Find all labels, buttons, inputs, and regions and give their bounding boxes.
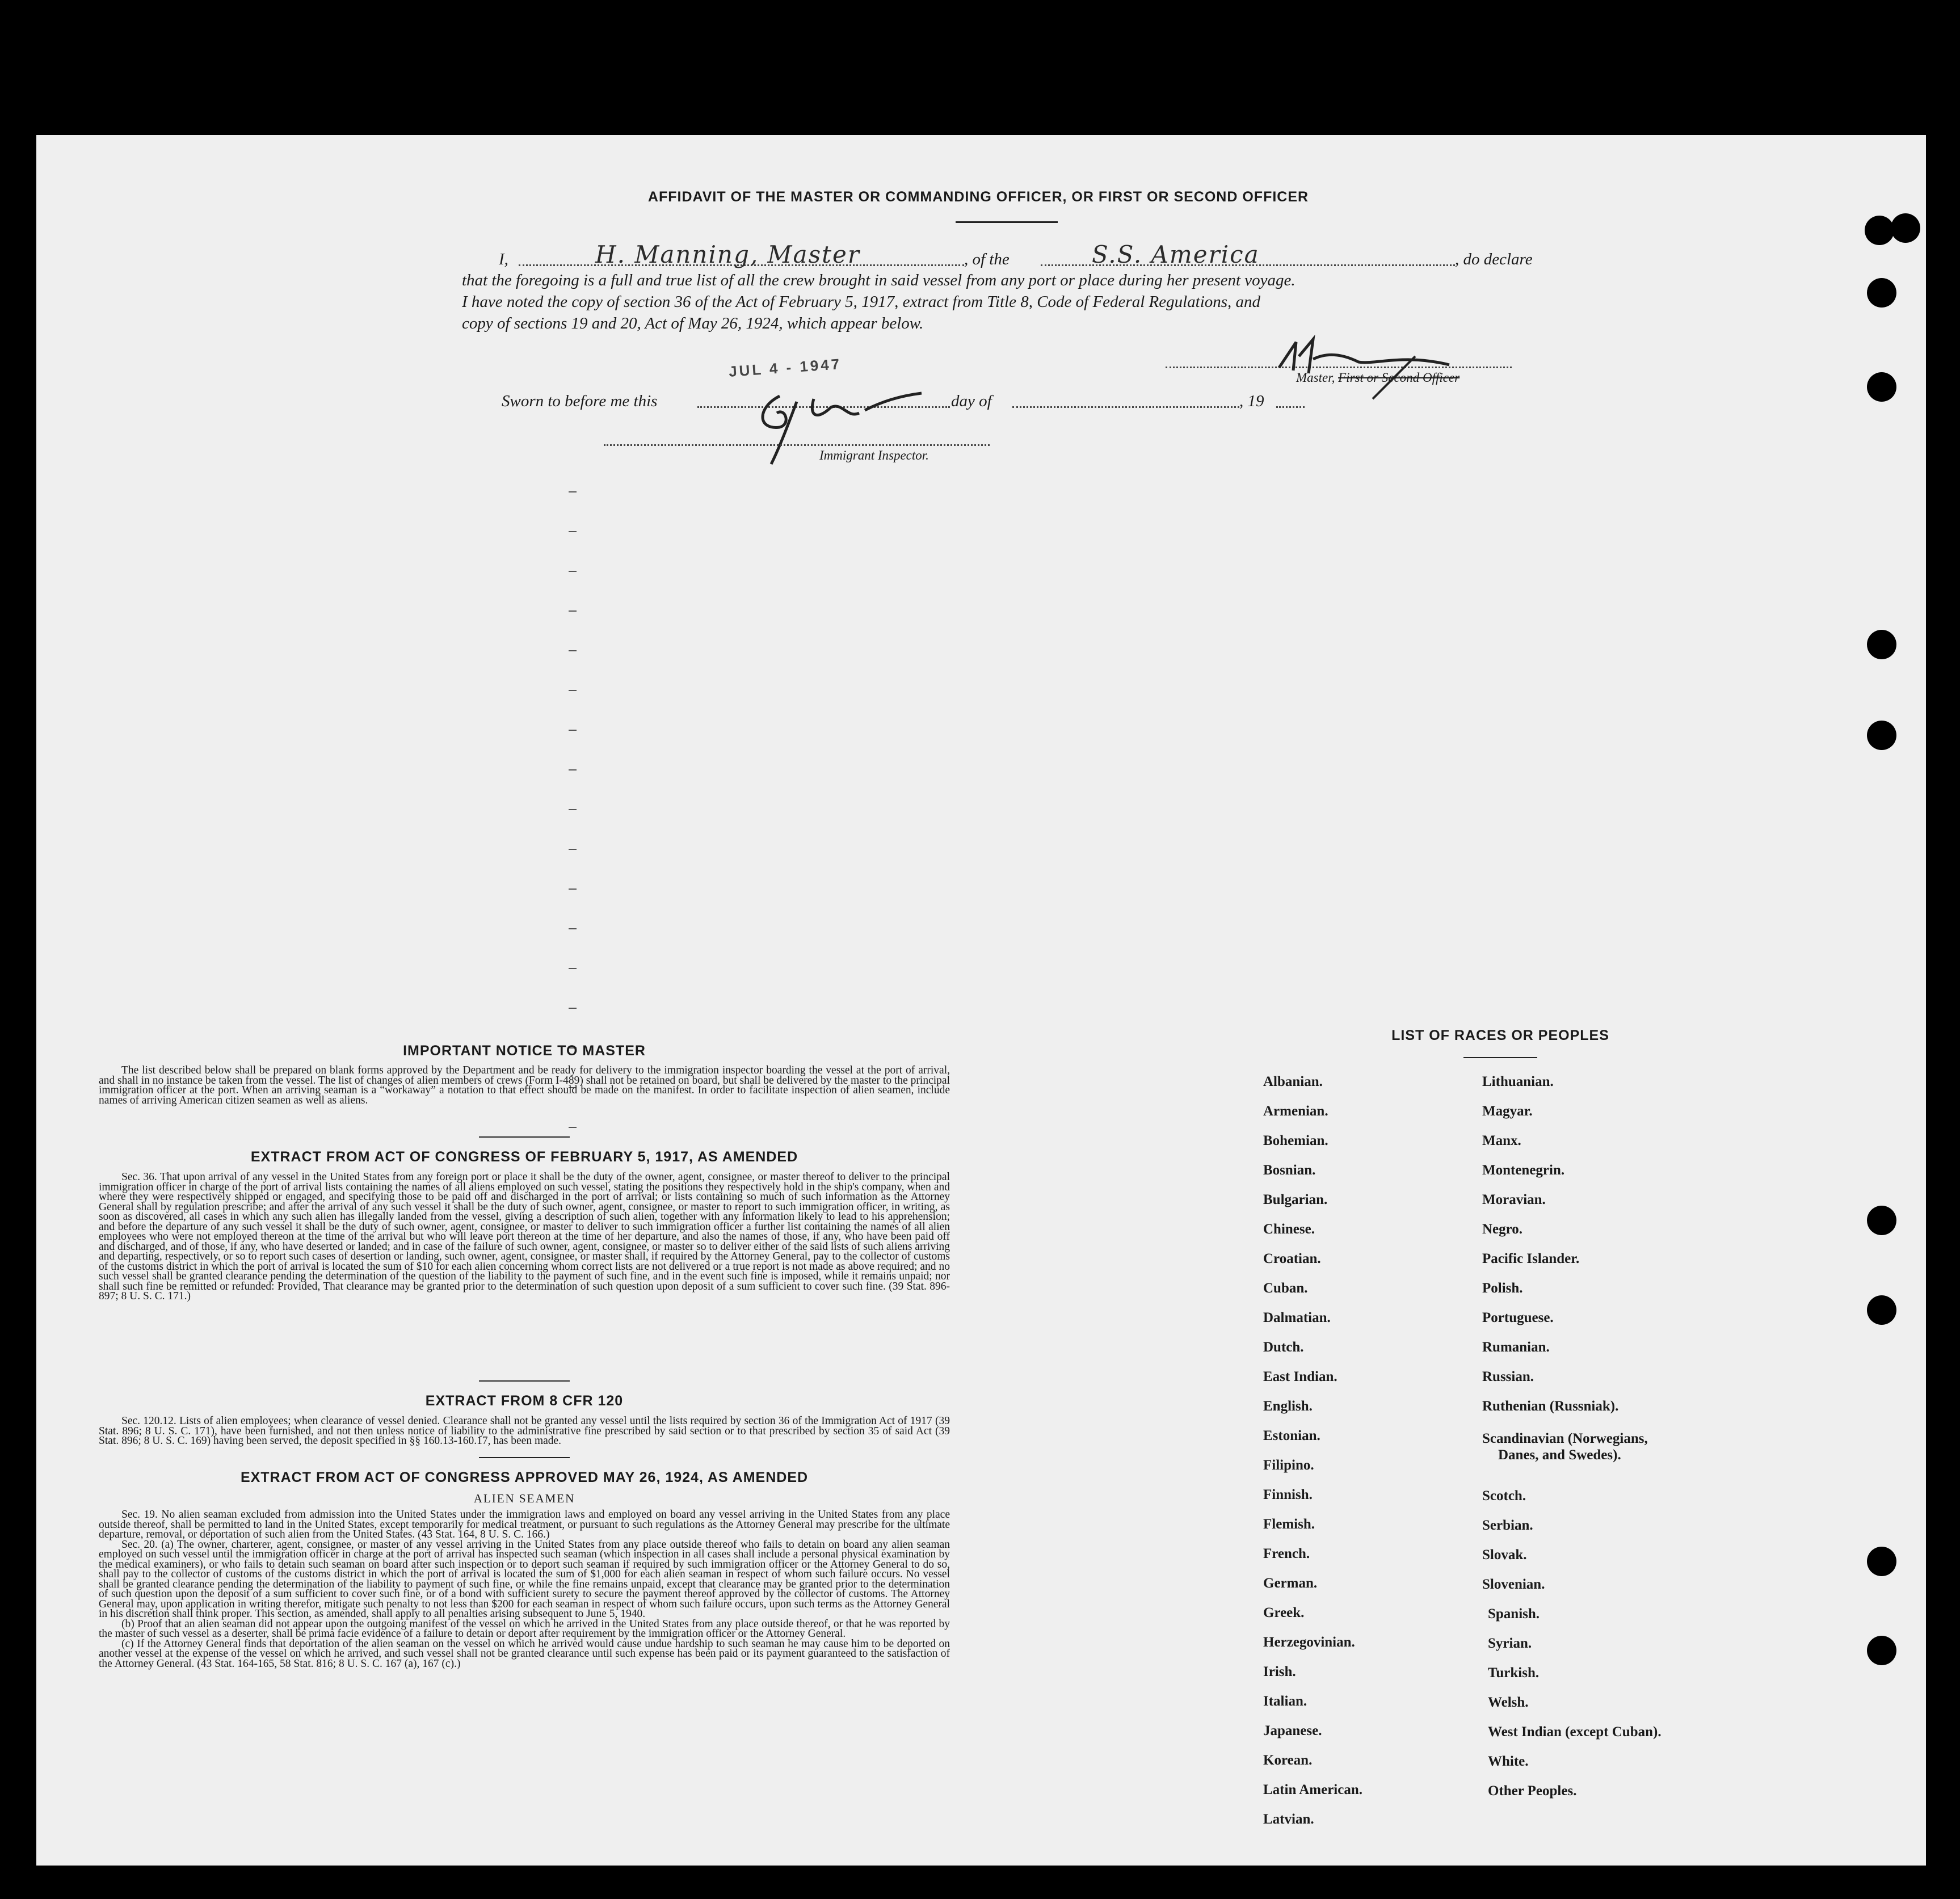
race-item: Negro. bbox=[1482, 1222, 1523, 1237]
punch-hole bbox=[1867, 372, 1896, 402]
race-item: West Indian (except Cuban). bbox=[1488, 1724, 1662, 1740]
race-item: Chinese. bbox=[1263, 1222, 1315, 1237]
race-item: Scandinavian (Norwegians, bbox=[1482, 1431, 1648, 1446]
margin-tick bbox=[569, 730, 577, 731]
margin-tick bbox=[569, 690, 577, 691]
race-item: Slovak. bbox=[1482, 1547, 1527, 1563]
race-item: Bulgarian. bbox=[1263, 1192, 1328, 1207]
race-item: Turkish. bbox=[1488, 1665, 1540, 1681]
margin-tick bbox=[569, 1008, 577, 1009]
race-item: Rumanian. bbox=[1482, 1340, 1550, 1355]
margin-tick bbox=[569, 809, 577, 810]
inspector-caption: Immigrant Inspector. bbox=[819, 448, 929, 462]
extract-1917-title: EXTRACT FROM ACT OF CONGRESS OF FEBRUARY 5, 1917, AS AMENDED bbox=[250, 1149, 798, 1165]
margin-tick bbox=[569, 1127, 577, 1128]
punch-hole bbox=[1867, 721, 1896, 750]
notice-body bbox=[99, 1066, 950, 1105]
margin-tick bbox=[569, 928, 577, 929]
race-item: Bosnian. bbox=[1263, 1163, 1316, 1178]
master-caption-text: Master, bbox=[1296, 370, 1335, 385]
extract-1924-sec19: Sec. 19. No alien seaman excluded from admission into the United States under the immigration laws and employed on board any vessel arriving in the United States from any place outside thereof, shall be permitted to land in the United States, except temporarily for medical treatment, or pursuant to such regulations as the Attorney General may prescribe for the ultimate departure, removal, or deportation of such alien from the United States. (43 Stat. 164, 8 U. S. C. 166.) bbox=[99, 1509, 950, 1540]
race-item: Other Peoples. bbox=[1488, 1783, 1577, 1799]
punch-hole bbox=[1867, 630, 1896, 659]
punch-hole bbox=[1867, 278, 1896, 308]
extract-1917-paragraph: Sec. 36. That upon arrival of any vessel in the United States from any foreign port or place it shall be the duty of the owner, agent, consignee, or master thereof to deliver to the principal immigration officer in charge of the port of arrival lists containing the names of all aliens employed on such vessel, stating the positions they respectively hold in the ship's company, when and where they were respectively shipped or engaged, and specifying those to be paid off and discharged in the port of arrival; or lists containing so much of such information as the Attorney General shall by regulation prescribe; and after the arrival of any such vessel it shall be the duty of such owner, agent, consignee, or master to report to such immigration officer, in writing, as soon as discovered, all cases in which any such alien has illegally landed from the vessel, giving a description of such alien, together with any information likely to lead to his apprehension; and before the departure of any such vessel it shall be the duty of such owner, agent, consignee, or master to deliver to such immigration officer a further list containing the names of all alien employees who were not employed thereon at the time of the arrival but who will leave port thereon at the time of her departure, and also the names of those, if any, who have been paid off and discharged, and of those, if any, who have deserted or landed; and in case of the failure of such owner, agent, consignee, or master so to deliver either of the said lists of such aliens arriving and departing, respectively, or so to report such cases of desertion or landing, such owner, agent, consignee, or master shall, if required by the Attorney General, pay to the collector of customs of the customs district in which the port of arrival is located the sum of $10 for each alien concerning whom correct lists are not delivered or a true report is not made as above required; and no such vessel shall be granted clearance pending the determination of the question of the liability to the payment of such fine, and in the event such fine is imposed, while it remains unpaid; nor shall such fine be remitted or refunded: Provided, That clearance may be granted prior to the determination of such question upon deposit of a sum sufficient to cover such fine. (39 Stat. 896-897; 8 U. S. C. 171.) bbox=[99, 1171, 950, 1302]
title-divider bbox=[956, 221, 1058, 223]
punch-hole bbox=[1867, 1636, 1896, 1665]
race-item: Cuban. bbox=[1263, 1281, 1308, 1296]
race-item: Syrian. bbox=[1488, 1636, 1532, 1651]
affidavit-i-label: I, bbox=[499, 250, 508, 268]
extract-cfr-paragraph: Sec. 120.12. Lists of alien employees; when clearance of vessel denied. Clearance shall not be granted any vessel until the lists required by section 36 of the Immigration Act of 1917 (39 Stat. 896; 8 U. S. C. 171), have been furnished, and not then unless notice of liability to the administrative fine prescribed by said section or to that prescribed by section 35 of said Act (39 Stat. 896; 8 U. S. C. 169) having been served, the deposit specified in §§ 160.13-160.17, has been made. bbox=[99, 1415, 950, 1447]
race-item: Irish. bbox=[1263, 1664, 1296, 1679]
races-title: LIST OF RACES OR PEOPLES bbox=[1391, 1028, 1609, 1043]
year-label: , 19 bbox=[1239, 392, 1264, 410]
race-item: Albanian. bbox=[1263, 1074, 1323, 1089]
extract-1924-title: EXTRACT FROM ACT OF CONGRESS APPROVED MAY 26, 1924, AS AMENDED bbox=[240, 1469, 809, 1485]
race-item: French. bbox=[1263, 1546, 1310, 1561]
extract-1924-body bbox=[99, 1510, 950, 1669]
race-item: English. bbox=[1263, 1399, 1313, 1414]
race-item: Moravian. bbox=[1482, 1192, 1546, 1207]
extract-cfr-title: EXTRACT FROM 8 CFR 120 bbox=[425, 1393, 624, 1409]
master-caption-struck: First or Second Officer bbox=[1338, 370, 1460, 385]
sworn-month-line bbox=[1012, 406, 1239, 408]
notice-title: IMPORTANT NOTICE TO MASTER bbox=[403, 1043, 646, 1059]
margin-tick bbox=[569, 491, 577, 492]
extract-1917-body bbox=[99, 1172, 950, 1302]
margin-tick bbox=[569, 849, 577, 850]
race-item: Serbian. bbox=[1482, 1518, 1533, 1533]
race-item: Portuguese. bbox=[1482, 1310, 1554, 1325]
race-item: Manx. bbox=[1482, 1133, 1521, 1148]
race-item: Danes, and Swedes). bbox=[1498, 1447, 1621, 1463]
extract-1924-sec20a: Sec. 20. (a) The owner, charterer, agent, consignee, or master of any vessel arriving in the United States from any place outside thereof who fails to detain on board any alien seaman employed on such vessel until the immigration officer in charge at the port of arrival has inspected such seaman (which inspection in all cases shall include a personal physical examination by the medical examiners), or who fails to detain such seaman on board after such inspection or to deport such seaman if required by such immigration officer or the Attorney General to do so, shall pay to the collector of customs of the customs district in which the port of arrival is located the sum of $1,000 for each alien seaman in respect of whom such failure occurs. No vessel shall be granted clearance pending the determination of the liability to payment of such fine, or while the fine remains unpaid, except that clearance may be granted prior to the determination of such question upon the deposit of a sum sufficient to cover such fine, or of a bond with sufficient surety to secure the payment thereof approved by the collector of customs. The Attorney General may, upon application in writing therefor, mitigate such penalty to not less than $200 for each seaman in respect of whom such failure occurs, upon such terms as the Attorney General in his discretion shall think proper. This section, as amended, shall apply to all penalties arising subsequent to June 5, 1940. bbox=[99, 1538, 950, 1620]
extract-1917-divider bbox=[479, 1380, 570, 1382]
race-item: Croatian. bbox=[1263, 1251, 1321, 1266]
race-item: Finnish. bbox=[1263, 1487, 1313, 1502]
notice-divider bbox=[479, 1136, 570, 1138]
notice-paragraph: The list described below shall be prepared on blank forms approved by the Department and be ready for delivery to the immigration inspector boarding the vessel at the port of arrival, and shall in no instance be taken from the vessel. The list of changes of alien members of crews (Form I-489) shall not be retained on board, but shall be delivered by the master to the principal immigration officer at the port. When an arriving seaman is a “workaway” a notation to that effect should be made on the manifest. In order to facilitate inspection of alien seamen, include names of arriving American citizen seamen as well as aliens. bbox=[99, 1064, 950, 1106]
race-item: Armenian. bbox=[1263, 1104, 1328, 1119]
punch-hole bbox=[1867, 1547, 1896, 1576]
master-name-handwritten: H. Manning, Master bbox=[595, 241, 860, 268]
sworn-year-line bbox=[1276, 406, 1305, 408]
sworn-label: Sworn to before me this bbox=[502, 392, 658, 410]
extract-cfr-divider bbox=[479, 1457, 570, 1458]
race-item: East Indian. bbox=[1263, 1369, 1337, 1384]
margin-tick bbox=[569, 889, 577, 890]
day-of-label: day of bbox=[951, 392, 992, 410]
extract-cfr-body bbox=[99, 1416, 950, 1446]
margin-tick bbox=[569, 531, 577, 532]
race-item: Bohemian. bbox=[1263, 1133, 1328, 1148]
margin-tick bbox=[569, 650, 577, 651]
do-declare-label: , do declare bbox=[1455, 250, 1533, 268]
race-item: Latvian. bbox=[1263, 1812, 1314, 1827]
margin-tick bbox=[569, 571, 577, 572]
form-page bbox=[36, 135, 1926, 1866]
race-item: Scotch. bbox=[1482, 1488, 1526, 1504]
race-item: Latin American. bbox=[1263, 1782, 1362, 1797]
race-item: Italian. bbox=[1263, 1694, 1307, 1709]
punch-hole bbox=[1865, 216, 1894, 245]
race-item: Pacific Islander. bbox=[1482, 1251, 1580, 1266]
race-item: German. bbox=[1263, 1576, 1318, 1591]
margin-tick bbox=[569, 610, 577, 612]
extract-1924-subtitle: ALIEN SEAMEN bbox=[473, 1492, 575, 1505]
affidavit-title: AFFIDAVIT OF THE MASTER OR COMMANDING OFFICER, OR FIRST OR SECOND OFFICER bbox=[647, 189, 1309, 205]
race-item: Welsh. bbox=[1488, 1695, 1529, 1710]
margin-tick bbox=[569, 968, 577, 969]
punch-hole bbox=[1867, 1206, 1896, 1235]
race-item: Polish. bbox=[1482, 1281, 1523, 1296]
race-item: Korean. bbox=[1263, 1753, 1313, 1768]
race-item: Lithuanian. bbox=[1482, 1074, 1554, 1089]
race-item: Ruthenian (Russniak). bbox=[1482, 1399, 1619, 1414]
race-item: Estonian. bbox=[1263, 1428, 1320, 1443]
vessel-name-handwritten: S.S. America bbox=[1092, 241, 1260, 268]
race-item: Filipino. bbox=[1263, 1458, 1314, 1473]
race-item: Dutch. bbox=[1263, 1340, 1304, 1355]
race-item: Slovenian. bbox=[1482, 1577, 1545, 1592]
inspector-signature-line bbox=[604, 444, 990, 446]
punch-hole bbox=[1891, 213, 1920, 243]
affidavit-line-2: that the foregoing is a full and true list of all the crew brought in said vessel from any port or place during her present voyage. bbox=[462, 271, 1296, 289]
race-item: Greek. bbox=[1263, 1605, 1305, 1620]
master-caption bbox=[1296, 370, 1460, 385]
race-item: Herzegovinian. bbox=[1263, 1635, 1355, 1650]
date-stamp: JUL 4 - 1947 bbox=[728, 355, 843, 380]
race-item: Spanish. bbox=[1488, 1606, 1540, 1622]
affidavit-line-3: I have noted the copy of section 36 of the Act of February 5, 1917, extract from Title 8, Code of Federal Regulations, and bbox=[462, 293, 1261, 311]
of-the-label: , of the bbox=[964, 250, 1010, 268]
race-item: Montenegrin. bbox=[1482, 1163, 1565, 1178]
extract-1924-sec20c: (c) If the Attorney General finds that deportation of the alien seaman on the vessel on which he arrived would cause undue hardship to such seaman he may cause him to be deported on another vessel at the expense of the vessel on which he arrived, and such vessel shall not be granted clearance until such expense has been paid or its payment guaranteed to the satisfaction of the Attorney General. (43 Stat. 164-165, 58 Stat. 816; 8 U. S. C. 167 (a), 167 (c).) bbox=[99, 1637, 950, 1670]
punch-hole bbox=[1867, 1295, 1896, 1325]
race-item: Magyar. bbox=[1482, 1104, 1533, 1119]
margin-tick bbox=[569, 769, 577, 770]
races-divider bbox=[1463, 1057, 1537, 1058]
master-signature bbox=[1273, 334, 1455, 402]
race-item: Japanese. bbox=[1263, 1723, 1322, 1738]
race-item: White. bbox=[1488, 1754, 1529, 1769]
extract-1924-sec20b: (b) Proof that an alien seaman did not appear upon the outgoing manifest of the vessel on which he arrived in the United States from any place outside thereof, or that he was reported by the master of such vessel as a deserter, shall be prima facie evidence of a failure to detain or deport after requirement by the immigration officer or the Attorney General. bbox=[99, 1618, 950, 1640]
race-item: Russian. bbox=[1482, 1369, 1534, 1384]
affidavit-line-4: copy of sections 19 and 20, Act of May 26, 1924, which appear below. bbox=[462, 314, 924, 332]
race-item: Flemish. bbox=[1263, 1517, 1315, 1532]
race-item: Dalmatian. bbox=[1263, 1310, 1331, 1325]
